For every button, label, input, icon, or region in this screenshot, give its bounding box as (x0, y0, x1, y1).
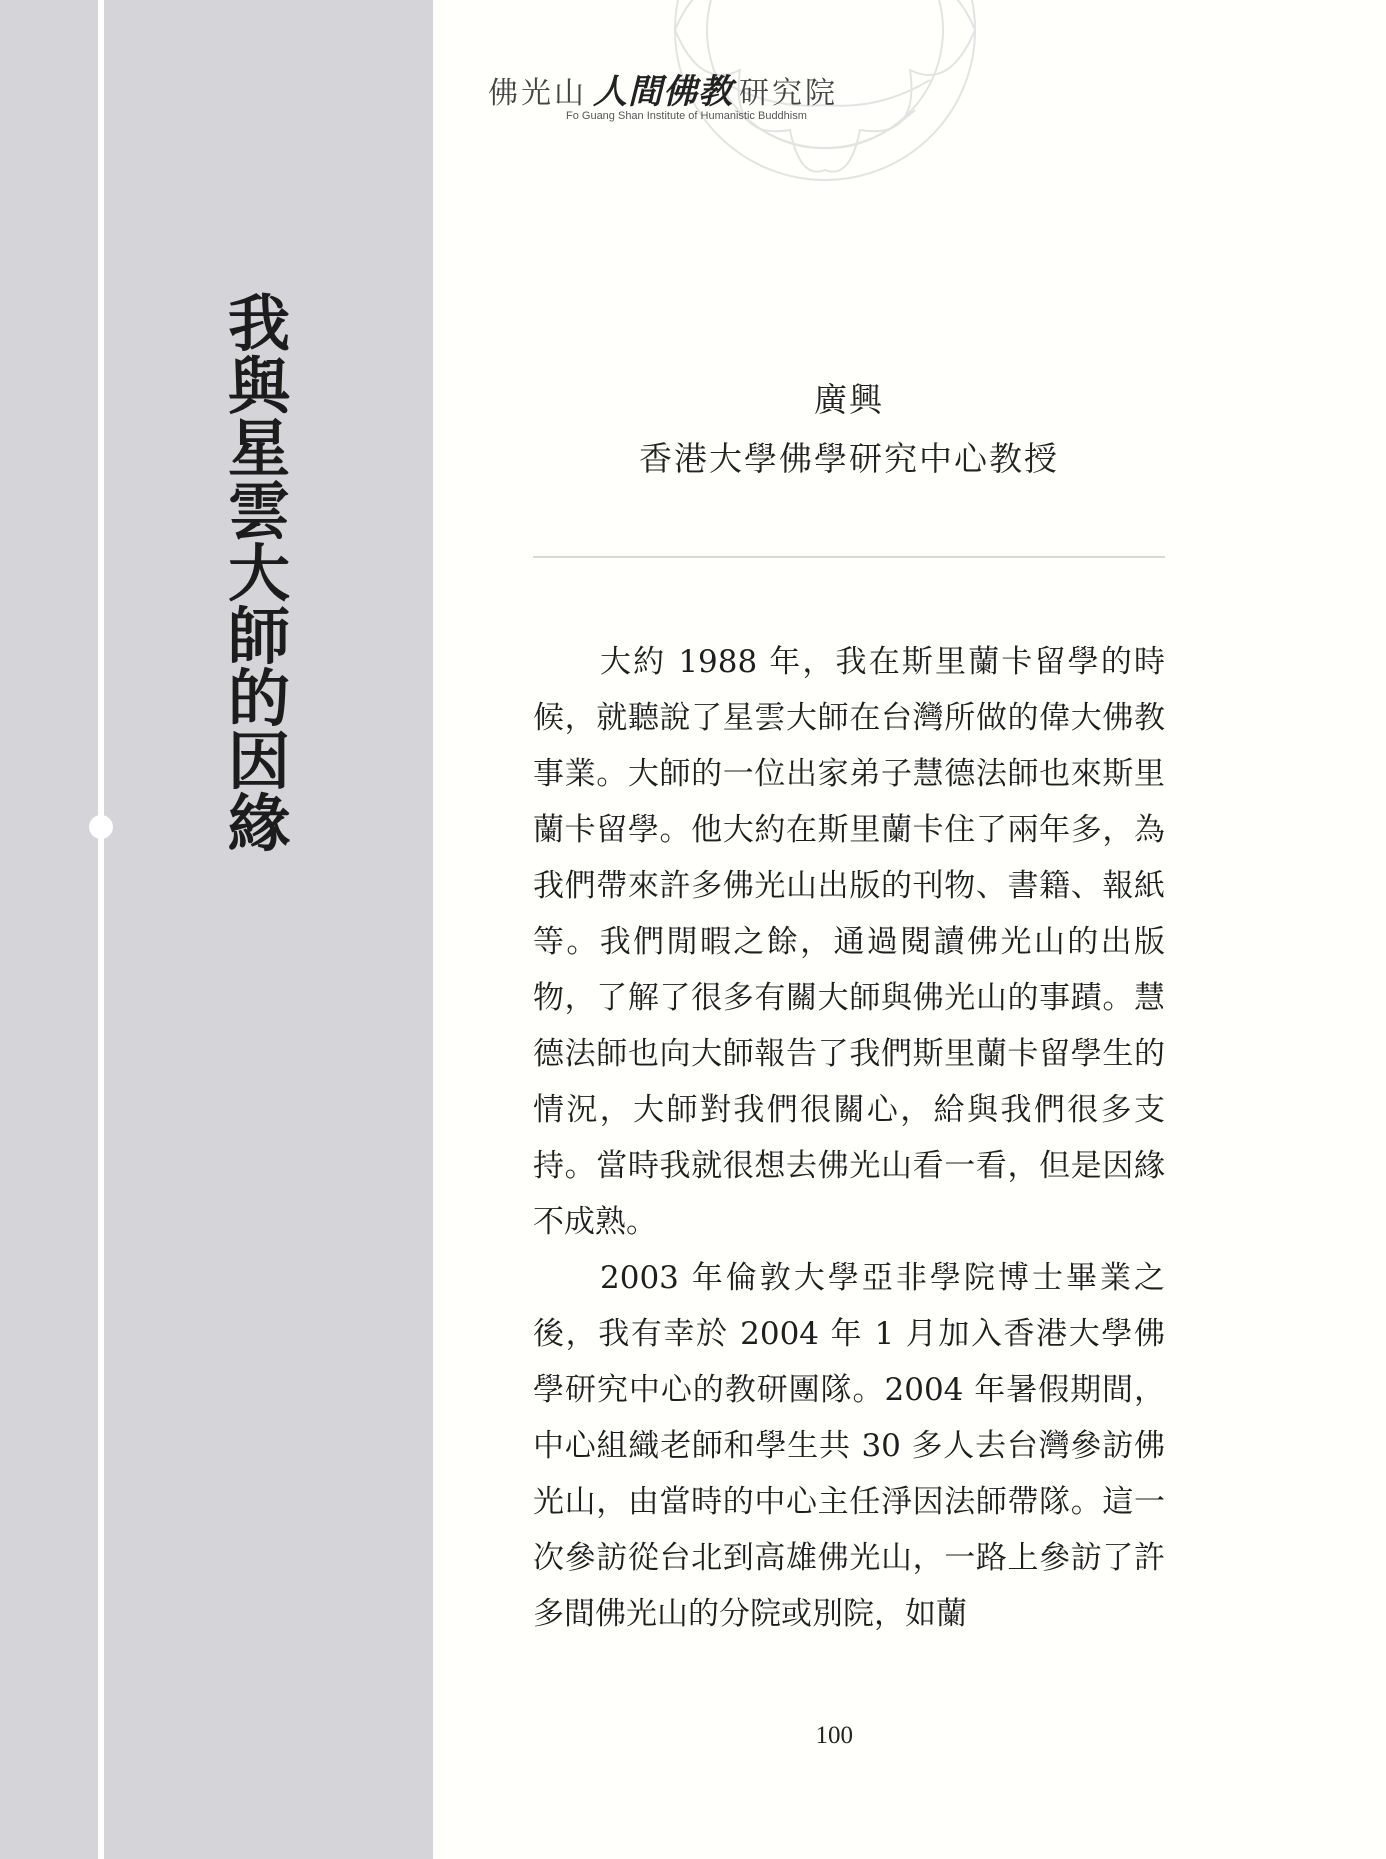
page-number: 100 (815, 1722, 853, 1749)
logo-suffix: 研究院 (739, 77, 838, 110)
section-divider (533, 556, 1165, 558)
title-character: 緣 (227, 787, 290, 860)
institute-name (488, 64, 888, 113)
logo-brand: 人間佛教 (593, 72, 733, 112)
title-character: 星 (227, 412, 290, 485)
article-body (533, 634, 1165, 1642)
title-character: 因 (227, 724, 290, 798)
logo-prefix: 佛光山 (488, 77, 587, 110)
title-character: 師 (227, 599, 290, 673)
title-character: 我 (227, 287, 290, 360)
author-name: 廣興 (814, 380, 884, 419)
title-character: 大 (227, 537, 290, 610)
title-character: 與 (227, 349, 290, 423)
title-character: 的 (227, 662, 290, 735)
title-character: 雲 (227, 474, 290, 548)
side-rule (98, 0, 104, 1859)
side-dot-ornament (89, 815, 113, 839)
paragraph: 大約 1988 年，我在斯里蘭卡留學的時候，就聽說了星雲大師在台灣所做的偉大佛教事業。大師的一位出家弟子慧德法師也來斯里蘭卡留學。他大約在斯里蘭卡住了兩年多，為我們帶來許多佛光山出版的刊物、書籍、報紙等。我們閒暇之餘，通過閱讀佛光山的出版物，了解了很多有關大師與佛光山的事蹟。慧德法師也向大師報告了我們斯里蘭卡留學生的情況，大師對我們很關心，給與我們很多支持。當時我就很想去佛光山看一看，但是因緣不成熟。 (533, 644, 1165, 1240)
author-affiliation: 香港大學佛學研究中心教授 (639, 439, 1059, 478)
article-title (222, 287, 296, 860)
institute-logo (488, 64, 888, 124)
institute-name-english: Fo Guang Shan Institute of Humanistic Buddhism (566, 110, 807, 122)
side-band (0, 0, 433, 1859)
paragraph: 2003 年倫敦大學亞非學院博士畢業之後，我有幸於 2004 年 1 月加入香港大學佛學研究中心的教研團隊。2004 年暑假期間，中心組織老師和學生共 30 多人去台灣參訪佛光山，由當時的中心主任淨因法師帶隊。這一次參訪從台北到高雄佛光山，一路上參訪了許多間佛光山的分院或別院，如蘭 (533, 1260, 1165, 1632)
